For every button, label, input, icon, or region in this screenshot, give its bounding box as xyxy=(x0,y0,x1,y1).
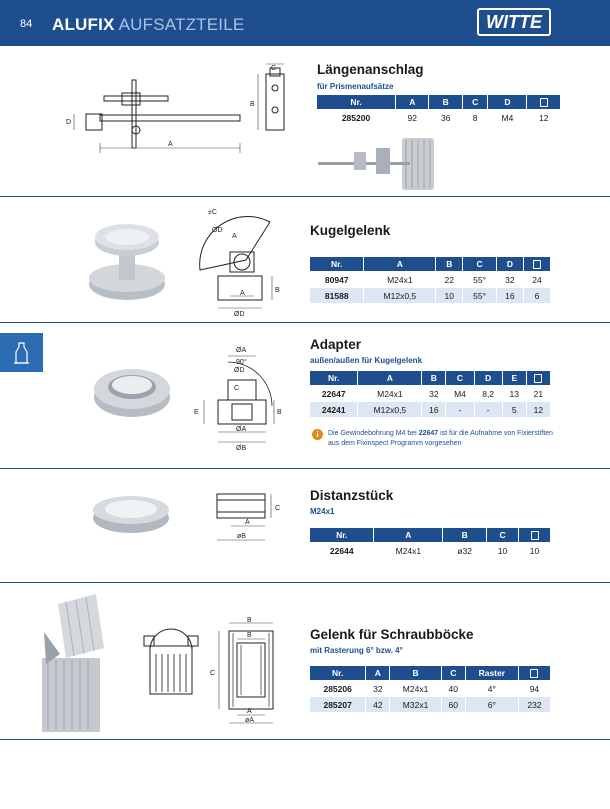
table-cell: 8 xyxy=(472,112,478,123)
col-header: D xyxy=(488,95,526,109)
page-number: 84 xyxy=(20,18,33,30)
table-cell: M24x1 xyxy=(402,683,429,694)
dim-label-a: A xyxy=(240,290,245,297)
col-header: A xyxy=(374,528,442,542)
table-cell: - xyxy=(446,402,473,417)
weight-icon xyxy=(530,669,538,678)
col-header-weight xyxy=(519,528,550,542)
table-cell: 10 xyxy=(497,545,508,556)
section-subtitle: für Prismenaufsätze xyxy=(317,82,394,91)
laengenanschlag-drawing xyxy=(60,58,310,158)
table-cell: 12 xyxy=(539,112,549,123)
catalog-title xyxy=(52,15,244,35)
col-header: B xyxy=(443,528,486,542)
section-subtitle: mit Rasterung 6° bzw. 4° xyxy=(310,646,403,655)
catalog-title-bold: ALUFIX xyxy=(52,15,115,34)
table-cell: 55° xyxy=(473,274,487,285)
dim-label-a: A xyxy=(232,233,237,240)
gelenk-drawing-front xyxy=(205,615,287,727)
dim-label-d: ØD xyxy=(212,227,223,234)
col-header: Nr. xyxy=(310,371,357,385)
col-header-weight xyxy=(527,95,560,109)
spec-table xyxy=(309,370,551,418)
distanzstueck-drawing xyxy=(205,484,285,550)
kugelgelenk-photo xyxy=(86,212,168,308)
dim-label-c: C xyxy=(234,385,240,392)
col-header: C xyxy=(487,528,518,542)
table-cell: 16 xyxy=(497,288,523,303)
table-cell: 13 xyxy=(509,388,519,399)
section-divider xyxy=(0,582,610,583)
dim-label-c: C xyxy=(271,65,277,72)
col-header: Nr. xyxy=(310,528,373,542)
table-cell: 6° xyxy=(466,697,518,712)
col-header: Raster xyxy=(466,666,518,680)
distanzstueck-photo xyxy=(90,490,172,536)
table-cell: 8,2 xyxy=(482,388,495,399)
table-cell: 40 xyxy=(448,683,459,694)
table-cell: M32x1 xyxy=(390,697,440,712)
gelenk-photo xyxy=(38,592,108,732)
section-title: Gelenk für Schraubböcke xyxy=(310,627,474,642)
spec-table xyxy=(309,256,551,304)
col-header: D xyxy=(475,371,502,385)
dim-label-b: ØB xyxy=(236,445,247,452)
table-cell: 22644 xyxy=(329,545,354,556)
col-header: A xyxy=(366,666,389,680)
dim-label-a: A xyxy=(245,519,250,526)
col-header: C xyxy=(463,257,496,271)
col-header: A xyxy=(358,371,421,385)
section-title: Kugelgelenk xyxy=(310,223,391,238)
section-title: Längenanschlag xyxy=(317,62,424,77)
info-icon: i xyxy=(312,429,323,440)
dim-label-b: B xyxy=(250,101,255,108)
dim-label-a: ØA xyxy=(236,426,247,433)
section-subtitle: außen/außen für Kugelgelenk xyxy=(310,356,423,365)
table-cell: 55° xyxy=(463,288,496,303)
table-cell: ø32 xyxy=(457,545,473,556)
kugelgelenk-drawing xyxy=(190,200,290,318)
section-subtitle: M24x1 xyxy=(310,507,335,516)
weight-icon xyxy=(533,260,541,269)
table-cell: M24x1 xyxy=(387,274,413,285)
dim-label-a: A xyxy=(168,141,173,148)
probe-icon xyxy=(0,333,43,372)
dim-label-b: B xyxy=(247,617,252,624)
table-cell: 232 xyxy=(519,697,550,712)
section-divider xyxy=(0,739,610,740)
table-cell: 81588 xyxy=(310,288,363,303)
table-cell: 4° xyxy=(487,683,496,694)
table-cell: 6 xyxy=(524,288,550,303)
col-header: C xyxy=(446,371,473,385)
table-cell: 10 xyxy=(436,288,462,303)
col-header: B xyxy=(436,257,462,271)
table-cell: 94 xyxy=(529,683,540,694)
table-cell: 285207 xyxy=(310,697,365,712)
section-divider xyxy=(0,468,610,469)
table-cell: M24x1 xyxy=(395,545,422,556)
catalog-title-light: AUFSATZTEILE xyxy=(118,15,245,34)
table-cell: M12x0,5 xyxy=(364,288,435,303)
adapter-note xyxy=(328,429,558,449)
dim-label-a: øA xyxy=(245,717,254,724)
weight-icon xyxy=(531,531,539,540)
dim-label-a: A xyxy=(247,708,252,715)
table-cell: 21 xyxy=(533,388,544,399)
col-header: B xyxy=(390,666,440,680)
table-cell: 5 xyxy=(503,402,526,417)
table-cell: 60 xyxy=(442,697,465,712)
table-cell: 42 xyxy=(366,697,389,712)
col-header-weight xyxy=(527,371,550,385)
table-cell: M4 xyxy=(454,388,466,399)
dim-label-e: E xyxy=(194,409,199,416)
adapter-drawing xyxy=(190,340,290,452)
col-header: Nr. xyxy=(310,257,363,271)
col-header: A xyxy=(396,95,428,109)
col-header: Nr. xyxy=(310,666,365,680)
table-cell: 92 xyxy=(407,112,417,123)
col-header: A xyxy=(364,257,435,271)
weight-icon xyxy=(540,98,548,107)
table-cell: 16 xyxy=(422,402,445,417)
table-cell: M24x1 xyxy=(377,388,403,399)
table-cell: 285206 xyxy=(323,683,352,694)
table-cell: 285200 xyxy=(341,112,371,123)
col-header-weight xyxy=(524,257,550,271)
note-text-bold: 22647 xyxy=(418,430,439,437)
col-header: E xyxy=(503,371,526,385)
table-cell: 32 xyxy=(429,388,439,399)
dim-label-c: ±C xyxy=(208,209,217,216)
col-header: C xyxy=(463,95,487,109)
section-divider xyxy=(0,322,610,323)
table-cell: 32 xyxy=(505,274,515,285)
col-header: Nr. xyxy=(317,95,395,109)
section-title: Adapter xyxy=(310,337,362,352)
section-title: Distanzstück xyxy=(310,488,394,503)
col-header: D xyxy=(497,257,523,271)
dim-label-angle: 90° xyxy=(236,359,247,366)
gelenk-drawing-side xyxy=(140,628,202,698)
dim-label-d: ØD xyxy=(234,311,245,318)
table-cell: 24 xyxy=(532,274,542,285)
category-tab[interactable] xyxy=(0,333,43,372)
dim-label-b: B xyxy=(277,409,282,416)
dim-label-d: ØD xyxy=(234,367,245,374)
dim-label-c: C xyxy=(210,670,216,677)
table-cell: - xyxy=(475,402,502,417)
table-cell: 10 xyxy=(529,545,540,556)
note-text-pre: Die Gewindebohrung M4 bei xyxy=(328,430,417,437)
dim-label-b: B xyxy=(275,287,280,294)
page-header xyxy=(0,0,610,46)
spec-table xyxy=(309,527,551,559)
col-header-weight xyxy=(519,666,550,680)
table-cell: 22 xyxy=(444,274,454,285)
table-cell: 24241 xyxy=(310,402,357,417)
spec-table xyxy=(309,665,551,713)
col-header: B xyxy=(429,95,461,109)
laengenanschlag-photo xyxy=(314,130,436,192)
note-text-post: ist für die Aufnahme von Fixierstiften aus dem Fixinspect Programm vorgesehen xyxy=(328,430,553,447)
dim-label-b: øB xyxy=(237,533,246,540)
section-divider xyxy=(0,196,610,197)
table-cell: 22647 xyxy=(321,388,346,399)
table-cell: 32 xyxy=(373,683,383,694)
table-cell: 12 xyxy=(527,402,550,417)
table-cell: 80947 xyxy=(324,274,349,285)
dim-label-d: D xyxy=(66,119,72,126)
col-header: B xyxy=(422,371,445,385)
dim-label-a: ØA xyxy=(236,347,247,354)
table-cell: M4 xyxy=(501,112,514,123)
dim-label-b: B xyxy=(247,632,252,639)
adapter-photo xyxy=(90,355,174,421)
dim-label-c: C xyxy=(275,505,281,512)
weight-icon xyxy=(534,374,542,383)
col-header: C xyxy=(442,666,465,680)
witte-logo: WITTE xyxy=(477,8,551,36)
table-cell: M12x0,5 xyxy=(358,402,421,417)
spec-table xyxy=(316,94,561,126)
table-cell: 36 xyxy=(440,112,451,123)
